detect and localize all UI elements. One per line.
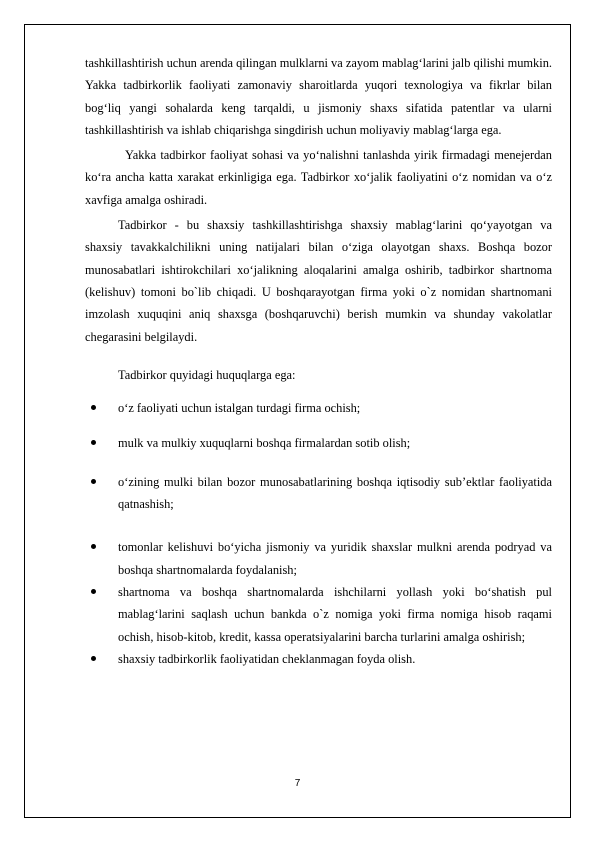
bullet-icon <box>91 656 96 661</box>
list-item <box>85 581 552 648</box>
list-item-text: o‘zining mulki bilan bozor munosabatlarining boshqa iqtisodiy sub’ektlar faoliyatida qatnashish; <box>118 474 552 512</box>
bullet-icon <box>91 544 96 549</box>
paragraph-3: Tadbirkor - bu shaxsiy tashkillashtirishga shaxsiy mablag‘larini qo‘yayotgan va shaxsiy tavakkalchilikni uning natijalari bilan o‘ziga olayotgan shaxs. Boshqa bozor munosabatlari ishtirokchilari xo‘jalikning aloqalarini amalga oshirib, tadbirkor shartnoma (kelishuv) tomoni bo`lib chiqadi. U boshqarayotgan firma yoki o`z nomidan shartnomani imzolash xuquqini aniq shaxsga (boshqaruvchi) berish mumkin va shunday vakolatlar chegarasini belgilaydi. <box>85 218 552 344</box>
paragraph-2: Yakka tadbirkor faoliyat sohasi va yo‘nalishni tanlashda yirik firmadagi menejerdan ko‘ra ancha katta xarakat erkinligiga ega. Tadbirkor xo‘jalik faoliyatini o‘z nomidan va o‘z xavfiga amalga oshiradi. <box>85 148 552 207</box>
list-item-text: tomonlar kelishuvi bo‘yicha jismoniy va yuridik shaxslar mulkni arenda podryad va boshqa shartnomalarda foydalanish; <box>118 540 552 577</box>
rights-heading: Tadbirkor quyidagi huquqlarga ega: <box>118 367 296 382</box>
list-item-text: mulk va mulkiy xuquqlarni boshqa firmalardan sotib olish; <box>118 436 411 451</box>
list-item-text: shartnoma va boshqa shartnomalarda ishchilarni yollash yoki bo‘shatish pul mablag‘larini saqlash uchun bankda o`z nomiga yoki firma nomiga hisob raqami ochish, hisob-kitob, kredit, kassa operatsiyalarini barcha turlarini amalga oshirish; <box>118 584 552 644</box>
page-number: 7 <box>294 778 301 789</box>
list-item <box>85 648 552 670</box>
list-item <box>85 471 552 516</box>
bullet-icon <box>91 440 96 445</box>
bullet-icon <box>91 589 96 594</box>
rights-list <box>85 397 552 670</box>
list-item-text: o‘z faoliyati uchun istalgan turdagi firma ochish; <box>118 401 361 416</box>
list-item <box>85 432 552 454</box>
bullet-icon <box>91 479 96 484</box>
list-item <box>85 397 552 419</box>
bullet-icon <box>91 405 96 410</box>
document-body <box>85 52 552 670</box>
list-item <box>85 536 552 581</box>
paragraph-1: tashkillashtirish uchun arenda qilingan mulklarni va zayom mablag‘larini jalb qilishi mumkin. Yakka tadbirkorlik faoliyati zamonaviy sharoitlarda yuqori texnologiya va fikrlar bilan bog‘liq yangi sohalarda keng tarqaldi, u jismoniy shaxs sifatida patentlar va ularni tashkillashtirish va ishlab chiqarishga singdirish uchun moliyaviy mablag‘larga ega. <box>85 56 552 137</box>
list-item-text: shaxsiy tadbirkorlik faoliyatidan cheklanmagan foyda olish. <box>118 651 416 666</box>
